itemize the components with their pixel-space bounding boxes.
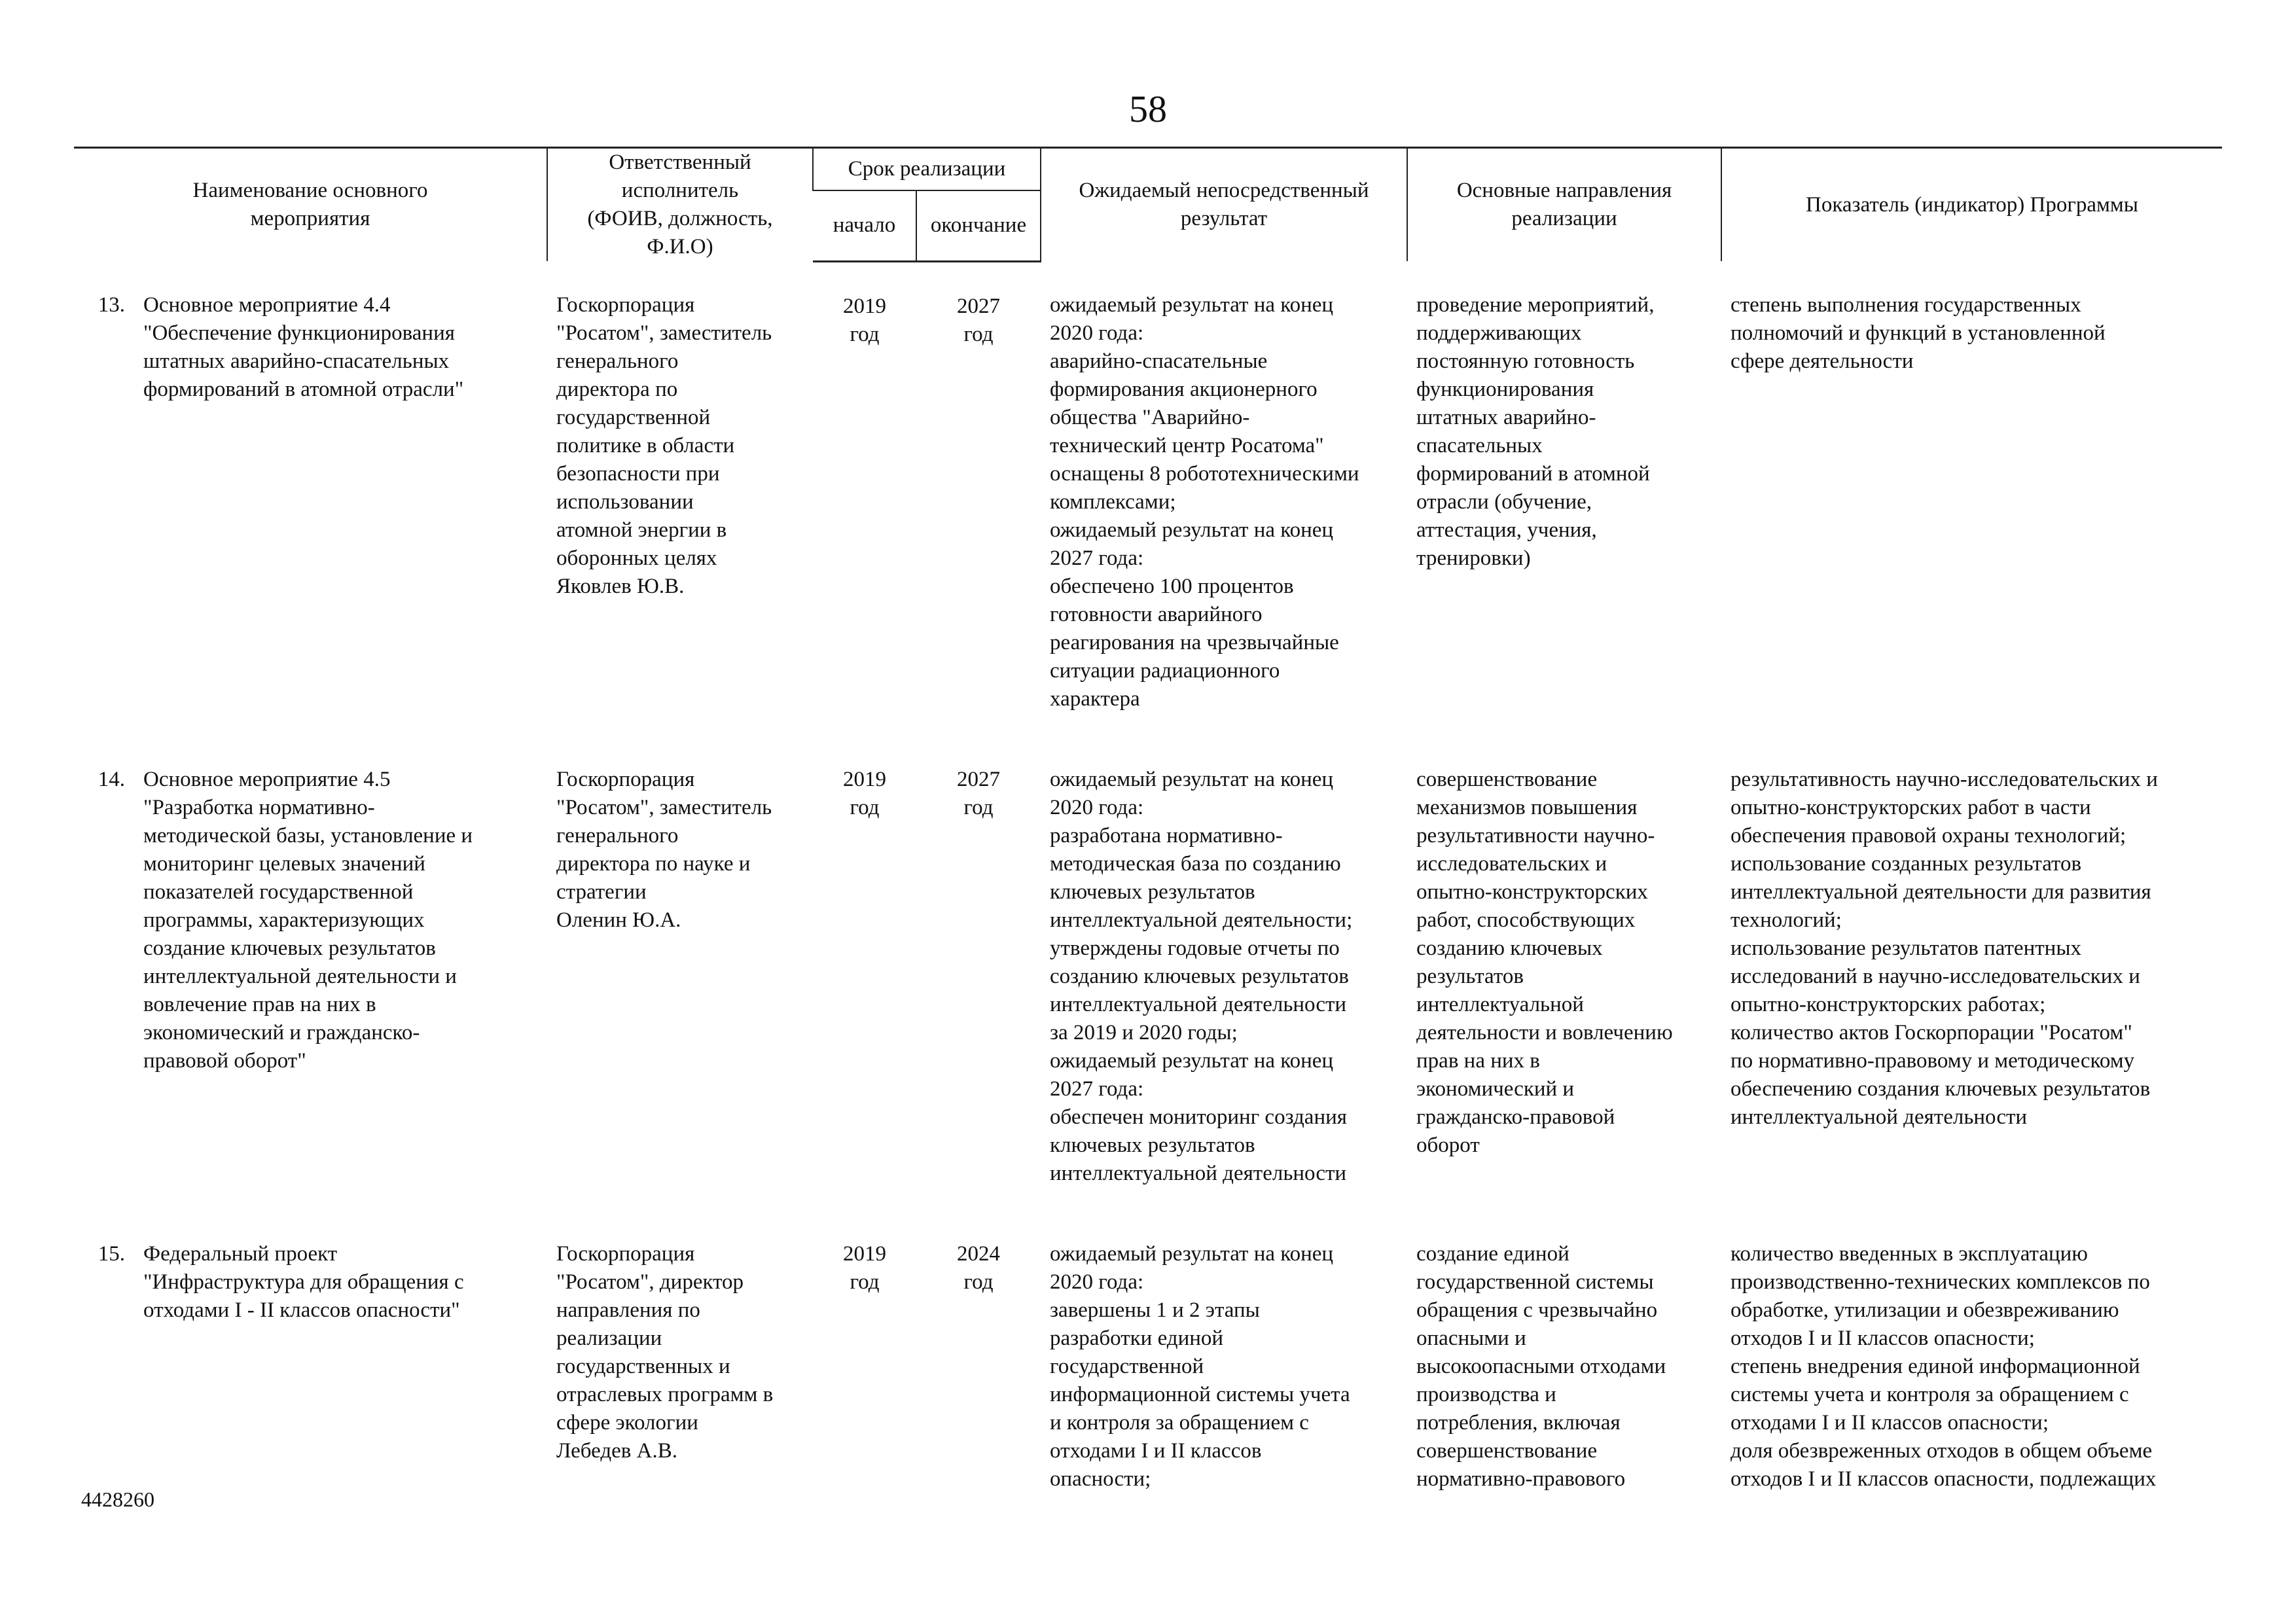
text-line: безопасности при: [556, 462, 720, 486]
text-line: информационной системы учета: [1050, 1383, 1350, 1406]
text-line: прав на них в: [1416, 1049, 1540, 1073]
row-indicator: [1721, 1210, 2222, 1516]
table-row: [74, 736, 2222, 1210]
text-line: результат: [1180, 207, 1268, 230]
text-line: отходов I и II классов опасности;: [1731, 1327, 2035, 1350]
text-line: экономический и гражданско-: [143, 1021, 420, 1044]
text-line: вовлечение прав на них в: [143, 993, 376, 1016]
text-line: спасательных: [1416, 434, 1543, 457]
text-line: потребления, включая: [1416, 1411, 1621, 1435]
text-line: ожидаемый результат на конец: [1050, 518, 1334, 542]
text-line: обращения с чрезвычайно: [1416, 1298, 1658, 1322]
text-line: функционирования: [1416, 378, 1594, 401]
row-result: [1041, 1210, 1407, 1516]
text-line: результативность научно-исследовательских и: [1731, 768, 2158, 791]
text-line: интеллектуальной деятельности для развития: [1731, 880, 2151, 904]
text-line: сфере экологии: [556, 1411, 698, 1435]
text-line: 2024: [957, 1242, 1000, 1266]
text-line: ключевых результатов: [1050, 1133, 1255, 1157]
text-line: технологий;: [1731, 908, 1842, 932]
text-line: Госкорпорация: [556, 293, 695, 317]
text-line: по нормативно-правовому и методическому: [1731, 1049, 2135, 1073]
row-executor: [547, 736, 813, 1210]
text-line: степень выполнения государственных: [1731, 293, 2081, 317]
text-line: производства и: [1416, 1383, 1556, 1406]
text-line: исследовательских и: [1416, 852, 1607, 876]
text-line: "Разработка нормативно-: [143, 796, 375, 819]
table-header: [74, 148, 2222, 262]
header-period: Срок реализации: [813, 148, 1041, 190]
text-line: Федеральный проект: [143, 1242, 338, 1266]
text-line: опытно-конструкторских работ в части: [1731, 796, 2091, 819]
text-line: аварийно-спасательные: [1050, 349, 1268, 373]
text-line: директора по науке и: [556, 852, 751, 876]
header-start: начало: [813, 190, 916, 261]
row-result: [1041, 261, 1407, 736]
text-line: созданию ключевых: [1416, 936, 1603, 960]
text-line: степень внедрения единой информационной: [1731, 1355, 2140, 1378]
text-line: оснащены 8 робототехническими: [1050, 462, 1359, 486]
text-line: создание ключевых результатов: [143, 936, 436, 960]
text-line: атомной энергии в: [556, 518, 727, 542]
text-line: стратегии: [556, 880, 647, 904]
text-line: отрасли (обучение,: [1416, 490, 1592, 514]
text-line: мониторинг целевых значений: [143, 852, 425, 876]
text-line: формирований в атомной отрасли": [143, 378, 464, 401]
text-line: показателей государственной: [143, 880, 414, 904]
text-line: полномочий и функций в установленной: [1731, 321, 2106, 345]
text-line: интеллектуальной деятельности: [1731, 1105, 2028, 1129]
text-line: год: [963, 322, 994, 346]
program-table: [74, 147, 2222, 1516]
text-line: интеллектуальной деятельности: [1050, 993, 1347, 1016]
text-line: характера: [1050, 687, 1140, 711]
text-line: отходов I и II классов опасности, подлежащих: [1731, 1467, 2157, 1491]
text-line: "Росатом", заместитель: [556, 321, 772, 345]
text-line: нормативно-правового: [1416, 1467, 1626, 1491]
text-line: Ф.И.О): [647, 235, 713, 259]
text-line: государственной: [1050, 1355, 1204, 1378]
header-end: окончание: [916, 190, 1041, 261]
row-directions: [1407, 1210, 1721, 1516]
text-line: исследований в научно-исследовательских и: [1731, 965, 2140, 988]
text-line: производственно-технических комплексов по: [1731, 1270, 2150, 1294]
row-indicator: [1721, 736, 2222, 1210]
header-result: [1041, 148, 1407, 262]
row-start: [813, 736, 916, 1210]
row-number: 15.: [98, 1242, 125, 1266]
text-line: 2020 года:: [1050, 1270, 1144, 1294]
text-line: директора по: [556, 378, 678, 401]
text-line: правовой оборот": [143, 1049, 306, 1073]
text-line: Госкорпорация: [556, 768, 695, 791]
row-executor: [547, 1210, 813, 1516]
row-name: [134, 1210, 547, 1516]
text-line: обеспечен мониторинг создания: [1050, 1105, 1347, 1129]
text-line: Яковлев Ю.В.: [556, 575, 685, 598]
text-line: интеллектуальной деятельности: [1050, 1162, 1347, 1185]
text-line: ожидаемый результат на конец: [1050, 1049, 1334, 1073]
text-line: завершены 1 и 2 этапы: [1050, 1298, 1260, 1322]
text-line: год: [963, 796, 994, 819]
row-end: [916, 261, 1041, 736]
row-result: [1041, 736, 1407, 1210]
text-line: 2019: [843, 294, 886, 318]
text-line: программы, характеризующих: [143, 908, 425, 932]
text-line: 2020 года:: [1050, 321, 1144, 345]
text-line: год: [850, 322, 880, 346]
text-line: 2019: [843, 768, 886, 791]
text-line: сфере деятельности: [1731, 349, 1914, 373]
header-name: [74, 148, 547, 262]
text-line: генерального: [556, 349, 679, 373]
text-line: (ФОИВ, должность,: [587, 207, 773, 230]
text-line: 2027 года:: [1050, 1077, 1144, 1101]
text-line: комплексами;: [1050, 490, 1176, 514]
header-directions: [1407, 148, 1721, 262]
text-line: системы учета и контроля за обращением с: [1731, 1383, 2129, 1406]
text-line: 2027: [957, 294, 1000, 318]
text-line: штатных аварийно-спасательных: [143, 349, 450, 373]
text-line: обеспечения правовой охраны технологий;: [1731, 824, 2126, 847]
text-line: результативности научно-: [1416, 824, 1655, 847]
text-line: количество актов Госкорпорации "Росатом": [1731, 1021, 2132, 1044]
row-number: 14.: [98, 768, 125, 791]
row-indicator: [1721, 261, 2222, 736]
text-line: "Обеспечение функционирования: [143, 321, 455, 345]
text-line: технический центр Росатома": [1050, 434, 1324, 457]
text-line: утверждены годовые отчеты по: [1050, 936, 1340, 960]
text-line: механизмов повышения: [1416, 796, 1638, 819]
text-line: "Росатом", заместитель: [556, 796, 772, 819]
row-start: [813, 1210, 916, 1516]
text-line: разработана нормативно-: [1050, 824, 1283, 847]
text-line: высокоопасными отходами: [1416, 1355, 1666, 1378]
text-line: ситуации радиационного: [1050, 659, 1280, 683]
text-line: реагирования на чрезвычайные: [1050, 631, 1339, 654]
text-line: использование результатов патентных: [1731, 936, 2081, 960]
text-line: интеллектуальной деятельности;: [1050, 908, 1353, 932]
text-line: результатов: [1416, 965, 1524, 988]
text-line: количество введенных в эксплуатацию: [1731, 1242, 2088, 1266]
text-line: формирования акционерного: [1050, 378, 1318, 401]
text-line: государственной системы: [1416, 1270, 1654, 1294]
text-line: деятельности и вовлечению: [1416, 1021, 1673, 1044]
text-line: обеспечению создания ключевых результатов: [1731, 1077, 2151, 1101]
text-line: проведение мероприятий,: [1416, 293, 1655, 317]
text-line: создание единой: [1416, 1242, 1570, 1266]
text-line: оборот: [1416, 1133, 1480, 1157]
page-number: 58: [1129, 88, 1167, 130]
text-line: 2020 года:: [1050, 796, 1144, 819]
text-line: работ, способствующих: [1416, 908, 1636, 932]
row-directions: [1407, 736, 1721, 1210]
text-line: методическая база по созданию: [1050, 852, 1341, 876]
text-line: постоянную готовность: [1416, 349, 1635, 373]
text-line: Лебедев А.В.: [556, 1439, 677, 1463]
text-line: отраслевых программ в: [556, 1383, 774, 1406]
row-directions: [1407, 261, 1721, 736]
text-line: "Росатом", директор: [556, 1270, 744, 1294]
text-line: аттестация, учения,: [1416, 518, 1597, 542]
text-line: 2019: [843, 1242, 886, 1266]
text-line: Госкорпорация: [556, 1242, 695, 1266]
row-name: [134, 736, 547, 1210]
text-line: реализации: [1511, 207, 1617, 230]
text-line: использовании: [556, 490, 694, 514]
text-line: отходами I и II классов: [1050, 1439, 1262, 1463]
text-line: ожидаемый результат на конец: [1050, 1242, 1334, 1266]
text-line: за 2019 и 2020 годы;: [1050, 1021, 1238, 1044]
text-line: использование созданных результатов: [1731, 852, 2082, 876]
text-line: Ответственный: [609, 151, 751, 174]
header-executor: [547, 148, 813, 262]
row-executor: [547, 261, 813, 736]
text-line: готовности аварийного: [1050, 603, 1263, 626]
text-line: Основное мероприятие 4.4: [143, 293, 391, 317]
text-line: 2027: [957, 768, 1000, 791]
text-line: Основные направления: [1456, 179, 1672, 202]
text-line: совершенствование: [1416, 768, 1598, 791]
text-line: ожидаемый результат на конец: [1050, 293, 1334, 317]
text-line: государственных и: [556, 1355, 730, 1378]
text-line: Оленин Ю.А.: [556, 908, 681, 932]
row-end: [916, 736, 1041, 1210]
text-line: реализации: [556, 1327, 662, 1350]
table-row: [74, 261, 2222, 736]
text-line: политике в области: [556, 434, 735, 457]
row-end: [916, 1210, 1041, 1516]
text-line: Ожидаемый непосредственный: [1079, 179, 1369, 202]
text-line: формирований в атомной: [1416, 462, 1650, 486]
text-line: методической базы, установление и: [143, 824, 473, 847]
text-line: и контроля за обращением с: [1050, 1411, 1309, 1435]
text-line: опасности;: [1050, 1467, 1151, 1491]
text-line: экономический и: [1416, 1077, 1575, 1101]
text-line: совершенствование: [1416, 1439, 1598, 1463]
text-line: опытно-конструкторских: [1416, 880, 1648, 904]
text-line: ключевых результатов: [1050, 880, 1255, 904]
row-start: [813, 261, 916, 736]
text-line: обработке, утилизации и обезвреживанию: [1731, 1298, 2119, 1322]
row-name: [134, 261, 547, 736]
text-line: поддерживающих: [1416, 321, 1582, 345]
text-line: направления по: [556, 1298, 700, 1322]
text-line: год: [963, 1270, 994, 1294]
text-line: мероприятия: [250, 207, 370, 230]
text-line: "Инфраструктура для обращения с: [143, 1270, 464, 1294]
text-line: общества "Аварийно-: [1050, 406, 1250, 429]
text-line: созданию ключевых результатов: [1050, 965, 1349, 988]
text-line: генерального: [556, 824, 679, 847]
text-line: отходами I и II классов опасности;: [1731, 1411, 2049, 1435]
header-indicator: Показатель (индикатор) Программы: [1721, 148, 2222, 262]
text-line: опасными и: [1416, 1327, 1526, 1350]
text-line: Наименование основного: [192, 179, 428, 202]
text-line: штатных аварийно-: [1416, 406, 1596, 429]
text-line: интеллектуальной: [1416, 993, 1584, 1016]
text-line: гражданско-правовой: [1416, 1105, 1615, 1129]
text-line: отходами I - II классов опасности": [143, 1298, 460, 1322]
text-line: год: [850, 796, 880, 819]
text-line: 2027 года:: [1050, 546, 1144, 570]
text-line: Основное мероприятие 4.5: [143, 768, 391, 791]
text-line: год: [850, 1270, 880, 1294]
text-line: оборонных целях: [556, 546, 717, 570]
text-line: государственной: [556, 406, 711, 429]
table-row: [74, 1210, 2222, 1516]
text-line: обеспечено 100 процентов: [1050, 575, 1294, 598]
text-line: опытно-конструкторских работах;: [1731, 993, 2046, 1016]
text-line: ожидаемый результат на конец: [1050, 768, 1334, 791]
text-line: исполнитель: [621, 179, 739, 202]
row-number: 13.: [98, 293, 125, 317]
text-line: доля обезвреженных отходов в общем объеме: [1731, 1439, 2153, 1463]
document-id: 4428260: [81, 1488, 154, 1511]
text-line: разработки единой: [1050, 1327, 1224, 1350]
text-line: интеллектуальной деятельности и: [143, 965, 457, 988]
text-line: тренировки): [1416, 546, 1531, 570]
